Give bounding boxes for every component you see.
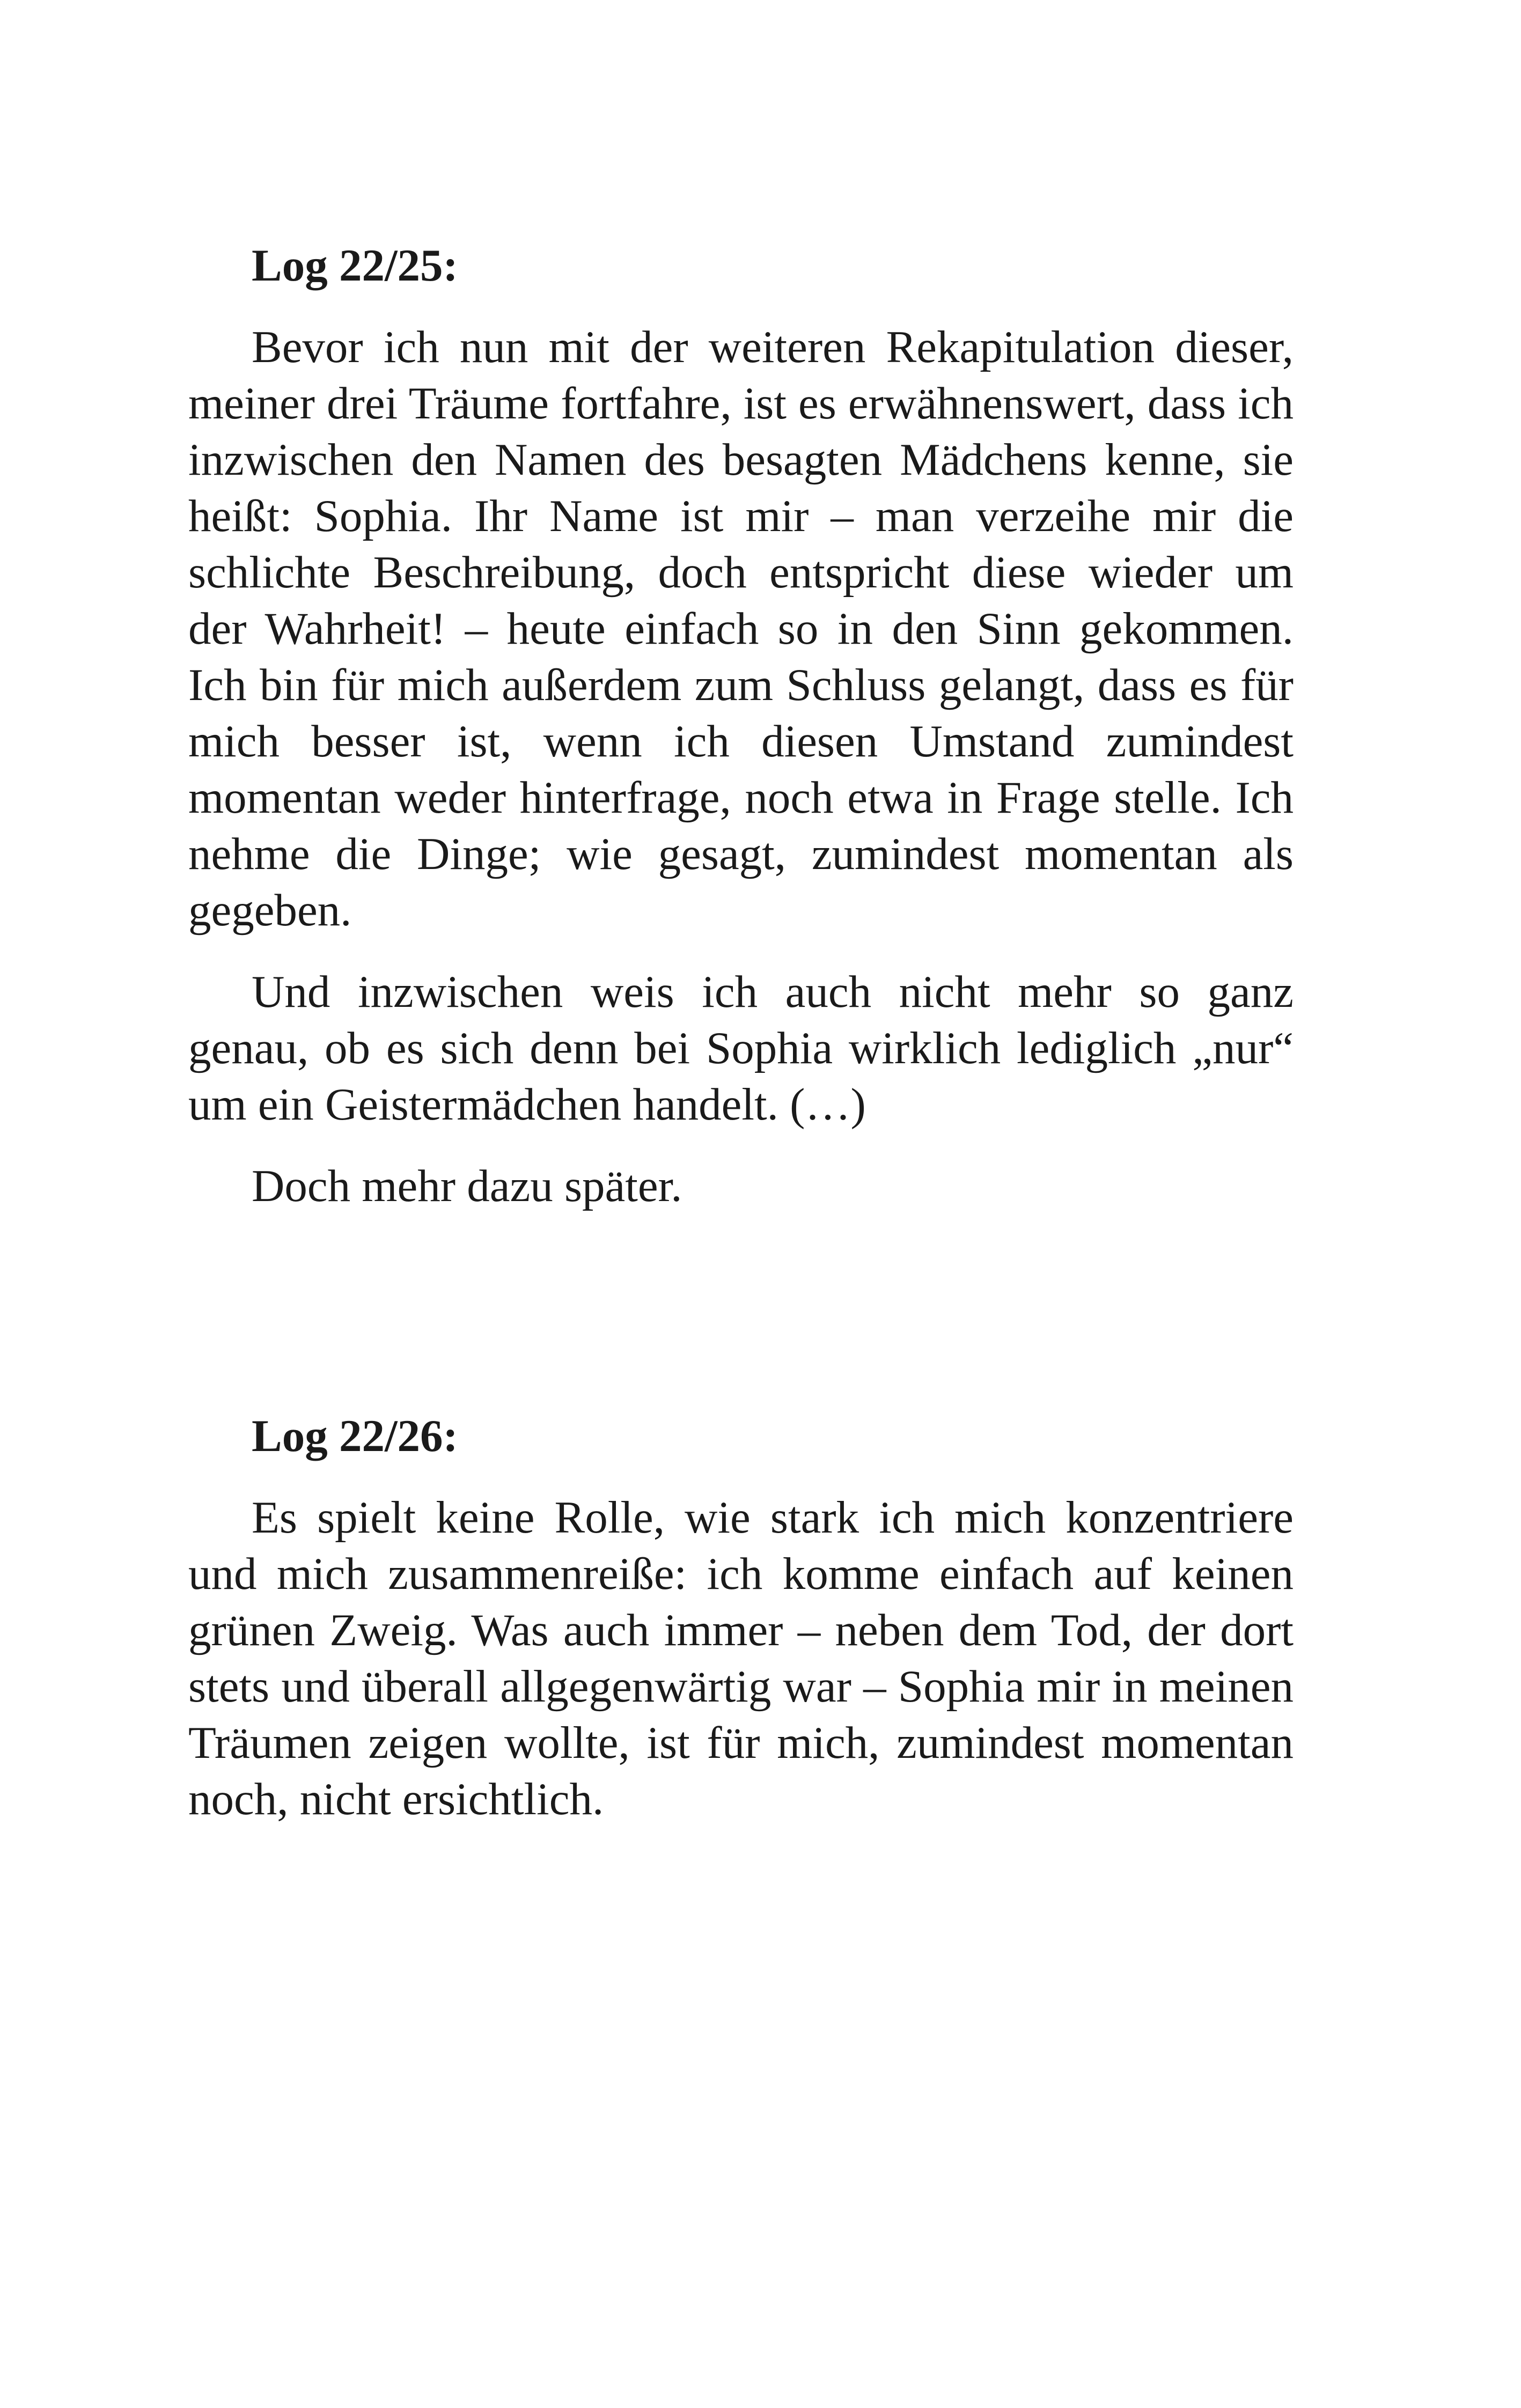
book-page: [188, 0, 1294, 2408]
log-entry-22-26: [188, 1408, 1294, 1828]
log-heading: Log 22/25:: [252, 240, 458, 291]
log-entry-22-25: [188, 238, 1294, 1214]
body-paragraph: Bevor ich nun mit der weiteren Rekapitulation dieser, meiner drei Träume fortfahre, ist es erwähnenswert, dass ich inzwischen den Namen des besagten Mädchens kenne, sie heißt: Sophia. Ihr Name ist mir – man verzeihe mir die schlichte Beschreibung, doch entspricht diese wieder um der Wahrheit! – heute einfach so in den Sinn gekommen. Ich bin für mich außerdem zum Schluss gelangt, dass es für mich besser ist, wenn ich diesen Umstand zumindest momentan weder hinterfrage, noch etwa in Frage stelle. Ich nehme die Dinge; wie gesagt, zumindest momentan als gegeben.: [188, 322, 1294, 936]
body-paragraph: Es spielt keine Rolle, wie stark ich mich konzentriere und mich zusammenreiße: ich komme einfach auf keinen grünen Zweig. Was auch immer – neben dem Tod, der dort stets und überall allgegenwärtig war – Sophia mir in meinen Träumen zeigen wollte, ist für mich, zumindest momentan noch, nicht ersichtlich.: [188, 1492, 1294, 1824]
body-paragraph: Und inzwischen weis ich auch nicht mehr so ganz genau, ob es sich denn bei Sophia wirklich lediglich „nur“ um ein Geistermädchen handelt. (…): [188, 967, 1294, 1130]
body-paragraph: Doch mehr dazu später.: [252, 1161, 682, 1211]
log-heading: Log 22/26:: [252, 1411, 458, 1461]
